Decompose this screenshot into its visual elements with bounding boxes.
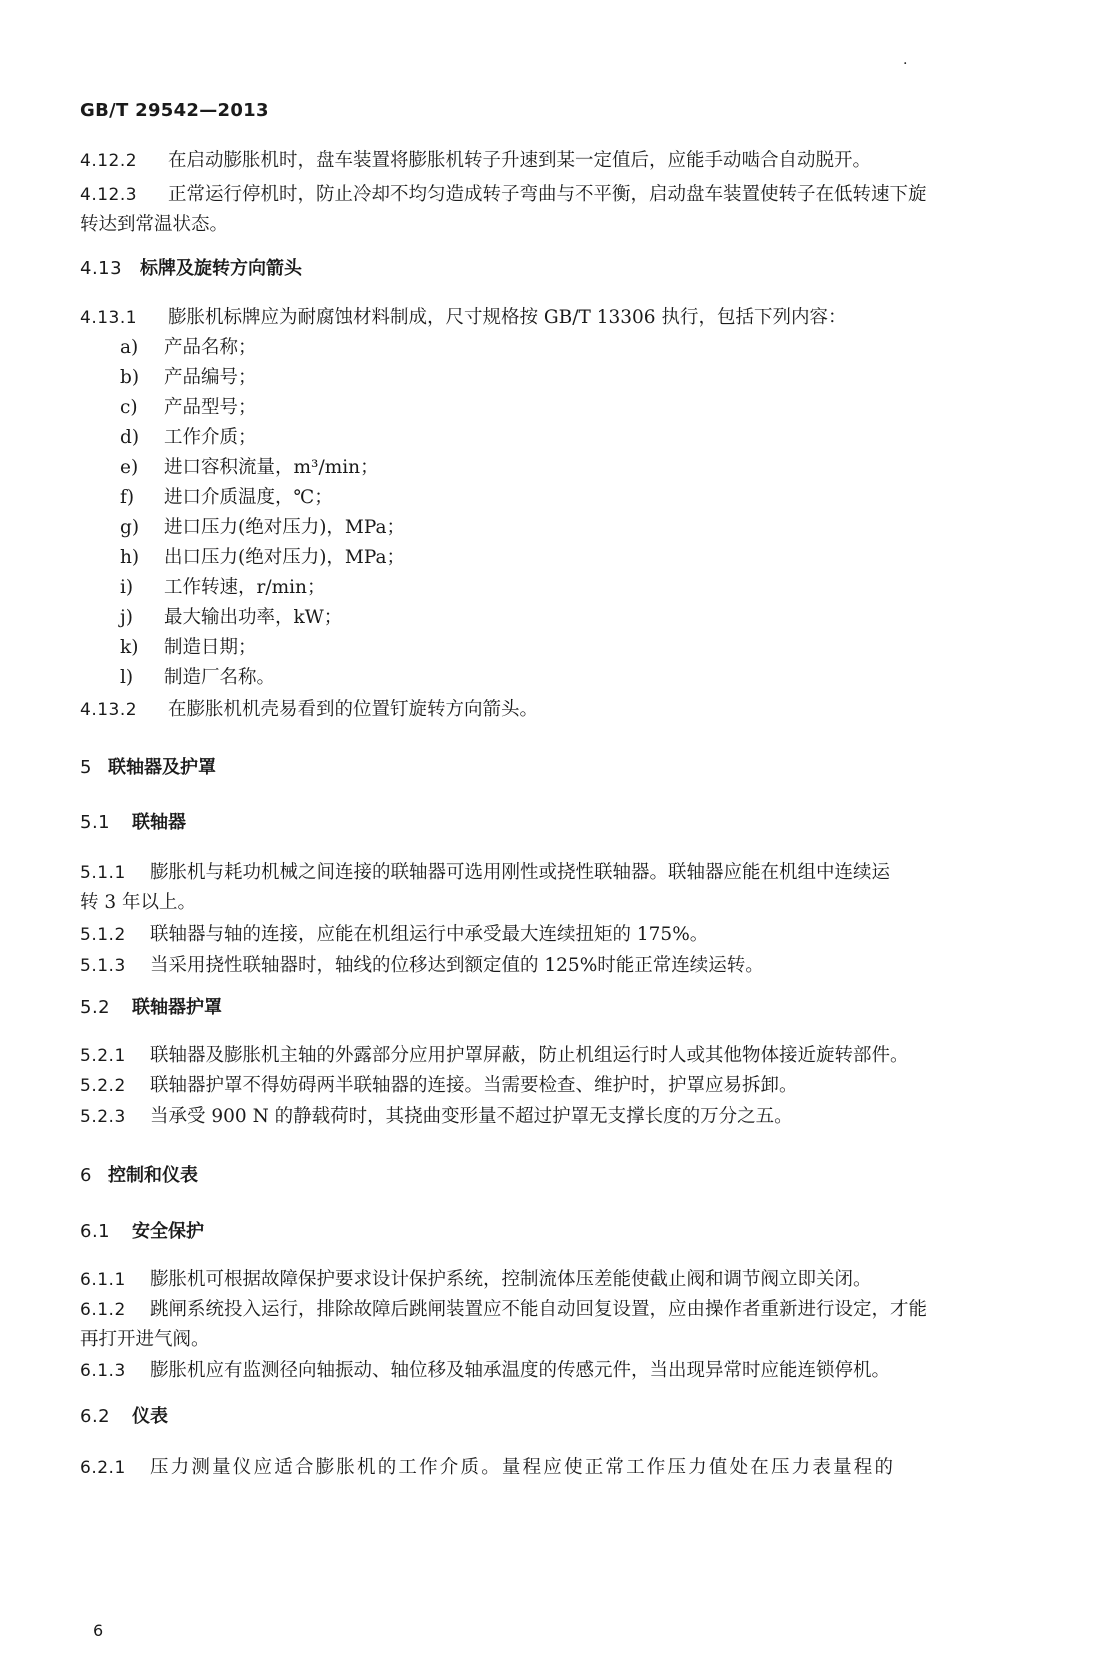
clause-5-2-2 [80,1073,798,1099]
list-label: i) [120,577,134,598]
document-code: GB/T 29542—2013 [80,100,269,121]
clause-5-2-3 [80,1104,793,1130]
section-number: 5.2 [80,997,111,1018]
list-label: g) [120,517,140,538]
clause-number: 5.2.1 [80,1046,126,1066]
section-heading-6 [80,1163,198,1189]
clause-number: 4.13.1 [80,308,138,328]
clause-5-2-1 [80,1043,909,1069]
section-title: 控制和仪表 [108,1165,198,1186]
section-heading-5-2 [80,995,222,1021]
list-item [120,665,275,691]
clause-5-1-3 [80,953,764,979]
clause-text: 联轴器及膨胀机主轴的外露部分应用护罩屏蔽，防止机组运行时人或其他物体接近旋转部件。 [150,1045,909,1066]
clause-6-1-2 [80,1297,927,1323]
clause-continuation: 转 3 年以上。 [80,892,197,913]
clause-text: 联轴器与轴的连接，应能在机组运行中承受最大连续扭矩的 175%。 [150,924,709,945]
list-label: h) [120,547,140,568]
clause-text: 压力测量仪应适合膨胀机的工作介质。量程应使正常工作压力值处在压力表量程的 [150,1457,896,1478]
scan-mark: . [903,52,908,68]
list-item [120,395,257,421]
section-heading-5-1 [80,810,186,836]
section-heading-6-1 [80,1219,204,1245]
clause-number: 6.1.2 [80,1300,126,1320]
list-label: l) [120,667,134,688]
clause-text: 跳闸系统投入运行，排除故障后跳闸装置应不能自动回复设置，应由操作者重新进行设定，才能 [150,1299,928,1320]
list-label: f) [120,487,135,508]
clause-5-1-2 [80,922,708,948]
list-text: 工作转速，r/min； [164,577,326,598]
list-text: 出口压力(绝对压力)，MPa； [164,547,406,568]
list-label: j) [120,607,133,628]
clause-number: 5.2.2 [80,1076,126,1096]
list-text: 进口容积流量，m³/min； [164,457,379,478]
clause-text: 膨胀机标牌应为耐腐蚀材料制成，尺寸规格按 GB/T 13306 执行，包括下列内容： [168,307,847,328]
list-text: 产品名称； [164,337,257,358]
section-heading-6-2 [80,1404,168,1430]
list-text: 制造日期； [164,637,257,658]
list-item [120,515,405,541]
list-label: a) [120,337,139,358]
clause-6-1-3 [80,1358,890,1384]
list-label: b) [120,367,140,388]
list-item [120,485,333,511]
list-text: 工作介质； [164,427,257,448]
section-title: 安全保护 [132,1221,204,1242]
section-number: 6 [80,1165,92,1186]
clause-number: 4.12.3 [80,185,138,205]
clause-6-2-1 [80,1455,895,1481]
section-title: 仪表 [132,1406,168,1427]
section-number: 6.1 [80,1221,111,1242]
clause-number: 4.13.2 [80,700,138,720]
clause-text: 当承受 900 N 的静载荷时，其挠曲变形量不超过护罩无支撑长度的万分之五。 [150,1106,793,1127]
list-text: 进口介质温度，℃； [164,487,333,508]
section-number: 4.13 [80,258,123,279]
section-number: 5 [80,757,92,778]
section-number: 5.1 [80,812,111,833]
clause-number: 5.1.2 [80,925,126,945]
list-item [120,425,257,451]
clause-number: 6.1.3 [80,1361,126,1381]
clause-number: 6.2.1 [80,1458,126,1478]
clause-text: 当采用挠性联轴器时，轴线的位移达到额定值的 125%时能正常连续运转。 [150,955,764,976]
clause-continuation: 再打开进气阀。 [80,1329,210,1350]
list-text: 制造厂名称。 [164,667,276,688]
clause-6-1-1 [80,1267,872,1293]
list-text: 产品型号； [164,397,257,418]
clause-number: 4.12.2 [80,151,138,171]
list-label: d) [120,427,140,448]
clause-4-13-2 [80,697,538,723]
clause-number: 6.1.1 [80,1270,126,1290]
clause-number: 5.1.3 [80,956,126,976]
clause-5-1-1 [80,860,890,886]
list-text: 最大输出功率，kW； [164,607,343,628]
section-title: 联轴器 [132,812,186,833]
clause-continuation: 转达到常温状态。 [80,214,229,235]
section-heading-5 [80,755,216,781]
clause-text: 膨胀机可根据故障保护要求设计保护系统，控制流体压差能使截止阀和调节阀立即关闭。 [150,1269,872,1290]
list-text: 产品编号； [164,367,257,388]
section-title: 标牌及旋转方向箭头 [140,258,302,279]
list-item [120,545,405,571]
list-item [120,365,257,391]
list-label: k) [120,637,139,658]
section-title: 联轴器及护罩 [108,757,216,778]
clause-number: 5.2.3 [80,1107,126,1127]
clause-text: 正常运行停机时，防止冷却不均匀造成转子弯曲与不平衡，启动盘车装置使转子在低转速下旋 [168,184,927,205]
list-item [120,575,325,601]
list-label: e) [120,457,139,478]
list-text: 进口压力(绝对压力)，MPa； [164,517,406,538]
section-title: 联轴器护罩 [132,997,222,1018]
list-label: c) [120,397,138,418]
section-heading-4-13 [80,256,302,282]
clause-text: 膨胀机与耗功机械之间连接的联轴器可选用刚性或挠性联轴器。联轴器应能在机组中连续运 [150,862,891,883]
list-item [120,635,257,661]
clause-text: 在启动膨胀机时，盘车装置将膨胀机转子升速到某一定值后，应能手动啮合自动脱开。 [168,150,872,171]
list-item [120,605,342,631]
clause-4-12-3 [80,182,927,208]
list-item [120,455,379,481]
clause-4-13-1 [80,305,846,331]
section-number: 6.2 [80,1406,111,1427]
page-number: 6 [93,1621,104,1640]
clause-text: 联轴器护罩不得妨碍两半联轴器的连接。当需要检查、维护时，护罩应易拆卸。 [150,1075,798,1096]
clause-text: 膨胀机应有监测径向轴振动、轴位移及轴承温度的传感元件，当出现异常时应能连锁停机。 [150,1360,891,1381]
list-item [120,335,257,361]
clause-number: 5.1.1 [80,863,126,883]
clause-text: 在膨胀机机壳易看到的位置钉旋转方向箭头。 [168,699,539,720]
clause-4-12-2 [80,148,871,174]
